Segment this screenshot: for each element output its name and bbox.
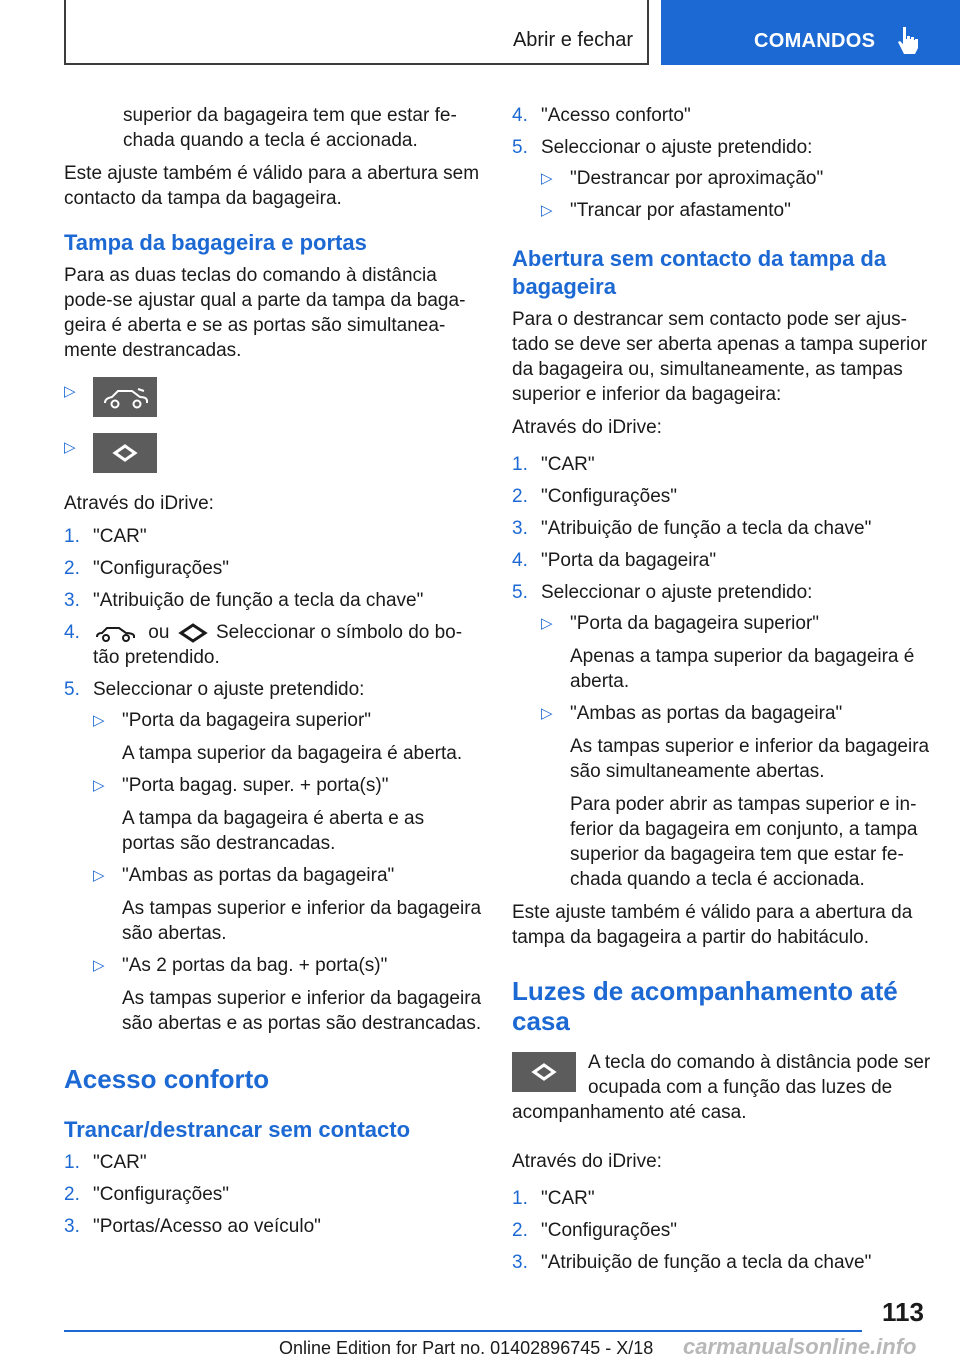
luzes-steps: [512, 1186, 932, 1275]
option-list: [541, 166, 932, 223]
acesso-steps: [64, 1150, 482, 1239]
list-item: 3. "Atribuição de função a tecla da chave": [512, 1252, 872, 1273]
page-number: 113: [882, 1297, 924, 1327]
watermark: carmanualsonline.info: [683, 1334, 917, 1359]
header-section-tab: [64, 0, 649, 65]
list-item: 1. "CAR": [512, 454, 595, 475]
header-section-title: Abrir e fechar: [512, 29, 633, 51]
car-trunk-icon: [93, 377, 157, 417]
option-list: [541, 611, 932, 892]
option-item: ▷ "Ambas as portas da bagageira" As tampas superior e inferior da bagageira são abertas.: [93, 863, 482, 946]
list-item: 3. "Portas/Acesso ao veículo": [64, 1216, 321, 1237]
luzes-paragraph: A tecla do comando à distância pode ser ocupada com a função das luzes de acompanhamento até casa.: [512, 1052, 931, 1123]
car-outline-icon: [93, 622, 143, 644]
note-paragraph: Este ajuste também é válido para a abertura sem contacto da tampa da bagageira.: [64, 163, 480, 209]
tampa-paragraph: Para as duas teclas do comando à distância pode-se ajustar qual a parte da tampa da bagageira é aberta e se as portas são simultaneamente destrancadas.: [64, 265, 466, 361]
option-item: ▷ "Ambas as portas da bagageira" As tampas superior e inferior da bagageira são simultaneamente abertas. Para poder abrir as tampas superior e inferior da bagageira em conjunto, a tampa superior da bagageira tem que estar fechada quando a tecla é accionada.: [541, 701, 932, 892]
idrive-label: Através do iDrive:: [64, 493, 214, 514]
option-item: ▷ "Porta da bagageira superior" A tampa superior da bagageira é aberta.: [93, 708, 482, 766]
footer-edition: Online Edition for Part no. 01402896745 - X/18: [279, 1338, 654, 1358]
list-item: 2. "Configurações": [64, 558, 230, 579]
list-item: 4. "Acesso conforto": [512, 105, 691, 126]
pointing-hand-icon: [897, 25, 923, 55]
diamond-icon: [512, 1052, 576, 1092]
diamond-outline-icon: [175, 622, 211, 644]
idrive-label: Através do iDrive:: [512, 417, 662, 438]
key-option-car: [64, 377, 482, 433]
abertura-paragraph: Para o destrancar sem contacto pode ser ajustado se deve ser aberta apenas a tampa superior da bagageira ou, simultaneamente, as tampas superior e inferior da bagageira:: [512, 309, 928, 405]
idrive-label: Através do iDrive:: [512, 1151, 662, 1172]
right-column: [512, 103, 932, 1283]
heading-abertura-sem-contacto: Abertura sem contacto da tampa da bagageira: [512, 246, 887, 299]
luzes-block: [512, 1050, 932, 1133]
list-item: 1. "CAR": [64, 1152, 147, 1173]
heading-tampa-bagageira: Tampa da bagageira e portas: [64, 230, 367, 255]
diamond-key-button: [93, 433, 157, 473]
heading-acesso-conforto: Acesso conforto: [64, 1064, 270, 1094]
triangle-bullet-icon: ▷: [64, 383, 76, 400]
abertura-steps: [512, 452, 932, 892]
list-item: 4. ou Seleccionar o símbolo do botão pretendido.: [64, 622, 463, 668]
option-item: ▷ "Trancar por afastamento": [541, 198, 932, 223]
acesso-steps-cont: [512, 103, 932, 223]
option-item: ▷ "Porta bagag. super. + porta(s)" A tampa da bagageira é aberta e as portas são destrancadas.: [93, 773, 482, 856]
list-item: 3. "Atribuição de função a tecla da chave": [64, 590, 424, 611]
list-item: 3. "Atribuição de função a tecla da chave": [512, 518, 872, 539]
footer-divider: [64, 1330, 862, 1332]
header-chapter-tab: [661, 0, 960, 65]
diamond-key-button: [512, 1052, 576, 1092]
heading-trancar-destrancar: Trancar/destrancar sem contacto: [64, 1117, 411, 1142]
note-paragraph: Este ajuste também é válido para a abertura da tampa da bagageira a partir do habitáculo.: [512, 902, 913, 948]
list-item: 5. Seleccionar o ajuste pretendido: ▷ "Destrancar por aproximação" ▷ "Trancar por afastamento": [512, 135, 932, 223]
list-item: 2. "Configurações": [512, 486, 678, 507]
list-item: 1. "CAR": [512, 1188, 595, 1209]
list-item: 4. "Porta da bagageira": [512, 550, 717, 571]
option-item: ▷ "Porta da bagageira superior" Apenas a tampa superior da bagageira é aberta.: [541, 611, 932, 694]
list-item: 2. "Configurações": [64, 1184, 230, 1205]
heading-luzes-acompanhamento: Luzes de acompanhamento até casa: [512, 976, 898, 1036]
diamond-icon: [93, 433, 157, 473]
left-column: [64, 103, 482, 1247]
option-item: ▷ "As 2 portas da bag. + porta(s)" As tampas superior e inferior da bagageira são abertas e as portas são destrancadas.: [93, 953, 482, 1036]
option-list: [93, 708, 482, 1036]
header-chapter-title: COMANDOS: [754, 30, 876, 52]
key-option-diamond: [64, 433, 482, 489]
idrive-steps: [64, 524, 482, 1036]
list-item: 5. Seleccionar o ajuste pretendido: ▷ "Porta da bagageira superior" Apenas a tampa superior da bagageira é aberta. ▷ "Ambas as portas da bagageira" As tampas superior e inferior da bagageira são simultaneamente abertas. Para poder abrir as tampas superior e inferior da bagageira em conjunto, a tampa superior da bagageira tem que estar fechada quando a tecla é accionada.: [512, 580, 932, 892]
list-item: 5. Seleccionar o ajuste pretendido: ▷ "Porta da bagageira superior" A tampa superior da bagageira é aberta. ▷ "Porta bagag. super. + porta(s)" A tampa da bagageira é aberta e as portas são destrancadas. ▷ "Ambas as portas da bagageira" As tampas superior e inferior da bagageira são abertas. ▷ "As 2 portas da bag. + porta(s)" As tampas superior e inferior da bagageira são abertas e as portas são destrancadas.: [64, 677, 482, 1036]
continued-paragraph: superior da bagageira tem que estar fechada quando a tecla é accionada.: [123, 105, 457, 151]
car-trunk-key-button: [93, 377, 157, 417]
list-item: 1. "CAR": [64, 526, 147, 547]
triangle-bullet-icon: ▷: [64, 439, 76, 456]
list-item: 2. "Configurações": [512, 1220, 678, 1241]
option-item: ▷ "Destrancar por aproximação": [541, 166, 932, 191]
